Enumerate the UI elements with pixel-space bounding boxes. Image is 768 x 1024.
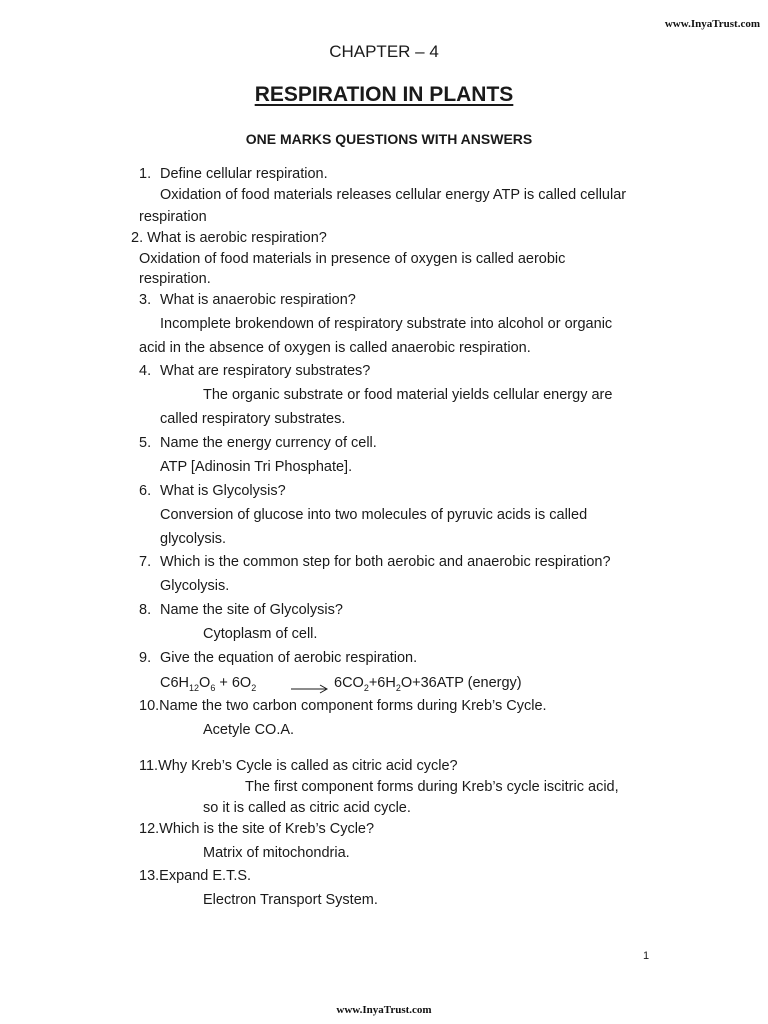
question-text: Define cellular respiration. (160, 166, 328, 182)
page-number: 1 (643, 950, 650, 962)
question-text: 11.Why Kreb’s Cycle is called as citric acid cycle? (139, 758, 458, 774)
question-text: 13.Expand E.T.S. (139, 868, 252, 884)
equation-reactants: $C6H_{12}O_6 + 6O_2$ (160, 675, 257, 693)
answer-text: Matrix of mitochondria. (203, 845, 350, 861)
answer-text: respiration (139, 209, 207, 225)
question-text: Name the site of Glycolysis? (160, 602, 343, 618)
answer-text: called respiratory substrates. (160, 411, 346, 427)
question-number: 9. (139, 650, 152, 666)
question-text: What is anaerobic respiration? (160, 292, 356, 308)
answer-text: Incomplete brokendown of respiratory substrate into alcohol or organic (160, 316, 613, 332)
footer-site-url: www.InyaTrust.com (336, 1004, 432, 1016)
question-text: 10.Name the two carbon component forms during Kreb’s Cycle. (139, 698, 547, 714)
answer-text: Oxidation of food materials in presence of oxygen is called aerobic (139, 251, 566, 267)
header-site-url: www.InyaTrust.com (664, 18, 760, 30)
answer-text: Glycolysis. (160, 578, 230, 594)
question-text: Name the energy currency of cell. (160, 435, 377, 451)
question-text: 12.Which is the site of Kreb’s Cycle? (139, 821, 375, 837)
question-number: 8. (139, 602, 152, 618)
question-number: 5. (139, 435, 152, 451)
answer-text: so it is called as citric acid cycle. (203, 800, 411, 816)
answer-text: respiration. (139, 271, 211, 287)
question-text: What are respiratory substrates? (160, 363, 371, 379)
question-text: Which is the common step for both aerobic and anaerobic respiration? (160, 554, 611, 570)
page-title: RESPIRATION IN PLANTS (254, 83, 514, 106)
question-text: What is Glycolysis? (160, 483, 286, 499)
answer-text: Cytoplasm of cell. (203, 626, 318, 642)
question-text: 2. What is aerobic respiration? (131, 230, 327, 246)
answer-text: Oxidation of food materials releases cellular energy ATP is called cellular (160, 187, 627, 203)
answer-text: Electron Transport System. (203, 892, 378, 908)
equation-products: $6CO_2+6H_2O+36ATP$ (energy) (334, 675, 522, 693)
answer-text: glycolysis. (160, 531, 227, 547)
reaction-arrow-icon (290, 682, 330, 694)
answer-text: Conversion of glucose into two molecules of pyruvic acids is called (160, 507, 588, 523)
question-number: 4. (139, 363, 152, 379)
question-number: 1. (139, 166, 152, 182)
question-number: 7. (139, 554, 152, 570)
answer-text: Acetyle CO.A. (203, 722, 295, 738)
question-text: Give the equation of aerobic respiration. (160, 650, 418, 666)
answer-text: ATP [Adinosin Tri Phosphate]. (160, 459, 353, 475)
answer-text: The organic substrate or food material yields cellular energy are (203, 387, 613, 403)
answer-text: acid in the absence of oxygen is called anaerobic respiration. (139, 340, 531, 356)
question-number: 3. (139, 292, 152, 308)
section-subtitle: ONE MARKS QUESTIONS WITH ANSWERS (245, 131, 533, 147)
answer-text: The first component forms during Kreb’s cycle iscitric acid, (245, 779, 619, 795)
question-number: 6. (139, 483, 152, 499)
chapter-heading: CHAPTER – 4 (329, 42, 439, 61)
